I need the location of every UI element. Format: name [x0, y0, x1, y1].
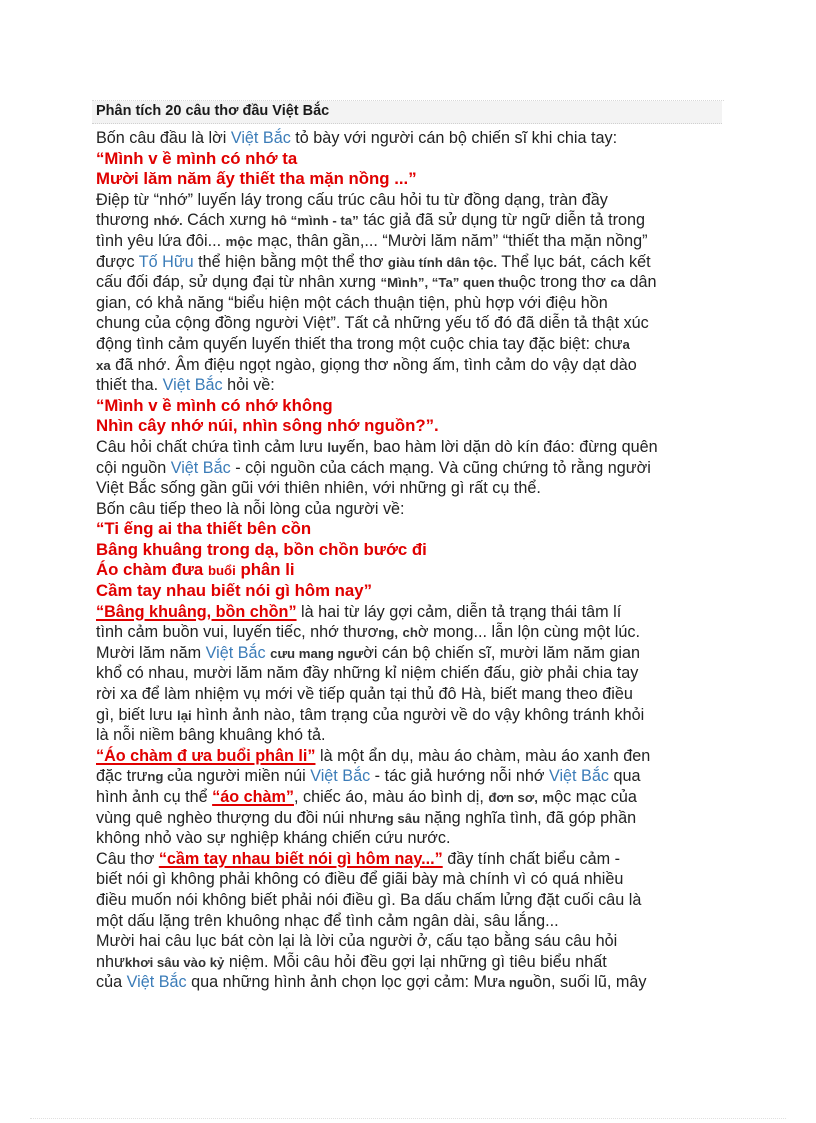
text-run: ồn, suối lũ, mây: [533, 973, 647, 992]
bold-run: luy: [327, 439, 347, 455]
text-line: [96, 169, 724, 190]
text-line: [96, 725, 724, 746]
text-line: [96, 766, 724, 787]
text-run: nặng nghĩa tình, đã góp phần: [420, 808, 637, 827]
text-line: [96, 952, 724, 973]
text-run: niệm. Mỗi câu hỏi đều gợi lại những gì tiêu biểu nhất: [224, 952, 607, 971]
text-run: là một ẩn dụ, màu áo chàm, màu áo xanh đen: [315, 746, 651, 765]
text-run: ộc trong thơ: [518, 273, 611, 292]
bold-run: xa: [96, 357, 111, 373]
text-line: [96, 890, 724, 911]
text-run: là nỗi niềm bâng khuâng khó tả.: [96, 726, 326, 745]
text-run: Câu thơ: [96, 849, 159, 868]
text-line: [96, 128, 724, 149]
text-run: cội nguồn: [96, 458, 171, 477]
bold-run: m: [542, 790, 555, 805]
text-line: [96, 931, 724, 952]
text-run: như: [96, 952, 125, 971]
bold-run: hô “mình - ta”: [270, 213, 359, 229]
text-run: Cách xưng: [182, 211, 271, 230]
text-run: ồng ấm, tình cảm do vậy dạt dào: [400, 355, 637, 374]
text-line: [96, 313, 724, 334]
text-line: [96, 458, 724, 479]
link[interactable]: Việt Bắc: [126, 973, 187, 992]
text-run: dân: [625, 273, 657, 292]
bold-run: giàu tính dân tộc.: [387, 254, 498, 270]
bold-run: ca: [610, 275, 626, 291]
text-run: Thể lục bát, cách kết: [497, 252, 651, 271]
text-run: là hai từ láy gợi cảm, diễn tả trạng thái tâm lí: [296, 602, 622, 621]
text-line: [96, 581, 724, 602]
poem-verse: buổi: [207, 563, 236, 579]
text-line: [96, 293, 724, 314]
bold-run: ch: [402, 625, 418, 641]
text-run: của: [96, 973, 127, 992]
text-run: Mười hai câu lục bát còn lại là lời của người ở, cấu tạo bằng sáu câu hỏi: [96, 932, 618, 951]
text-run: ến, bao hàm lời dặn dò kín đáo: đừng quên: [346, 437, 658, 456]
text-run: điều muốn nói không biết phải nói điều gì. Ba dấu chấm lửng đặt cuối câu là: [96, 890, 642, 909]
bold-run: lại: [177, 707, 192, 723]
bold-run: ng c: [147, 769, 175, 785]
text-run: không nhỏ vào sự nghiệp kháng chiến cứu nước.: [96, 829, 451, 848]
poem-verse: Bâng khuâng trong dạ, bồn chồn bước đi: [96, 539, 427, 559]
text-line: [96, 437, 724, 458]
text-run: gian, có khả năng “biểu hiện một cách thuận tiện, phù hợp với điệu hồn: [96, 293, 608, 312]
link[interactable]: Việt Bắc: [170, 458, 231, 477]
text-run: Việt Bắc sống gần gũi với thiên nhiên, với những gì rất cụ thể.: [96, 479, 541, 498]
text-run: tác giả đã sử dụng từ ngữ diễn tả trong: [358, 211, 646, 230]
poem-verse: “Mình v ề mình có nhớ ta: [96, 148, 298, 168]
text-line: [96, 643, 724, 664]
poem-verse: “Ti ếng ai tha thiết bên cồn: [96, 519, 312, 539]
text-line: [96, 808, 724, 829]
text-line: [96, 375, 724, 396]
text-run: đã nhớ. Âm điệu ngọt ngào, giọng thơ: [110, 355, 393, 374]
poem-verse: Cầm tay nhau biết nói gì hôm nay”: [96, 581, 372, 601]
bold-run: a ngu: [497, 975, 534, 991]
text-run: một dấu lặng trên khuông nhạc để tình cảm ngân dài, sâu lắng...: [96, 911, 559, 930]
text-line: [96, 622, 724, 643]
text-run: khổ có nhau, mười lăm năm đầy những kỉ niệm chiến đấu, giờ phải chia tay: [96, 664, 639, 683]
text-line: [96, 705, 724, 726]
text-run: tình cảm buồn vui, luyến tiếc, nhớ thươ: [96, 623, 379, 642]
text-run: biết nói gì không phải không có điều để giãi bày mà chính vì có quá nhiều: [96, 870, 624, 889]
poem-verse: phân li: [235, 560, 295, 580]
article-body: [96, 128, 724, 993]
text-run: ời cán bộ chiến sĩ, mười lăm năm gian: [363, 643, 641, 662]
text-line: [96, 602, 724, 623]
text-run: - cội nguồn của cách mạng. Và cũng chứng tỏ rằng người: [230, 458, 651, 477]
text-run: hỏi về:: [222, 376, 275, 395]
text-line: [96, 210, 724, 231]
text-run: qua: [608, 767, 641, 786]
text-run: Bốn câu đầu là lời: [96, 129, 231, 147]
bold-run: mộc: [225, 233, 253, 249]
text-run: thương: [96, 211, 154, 230]
poem-verse: Áo chàm đưa: [96, 560, 208, 580]
text-run: đầy tính chất biểu cảm -: [442, 849, 620, 868]
bold-run: đơn sơ,: [488, 790, 538, 805]
text-line: [96, 478, 724, 499]
text-line: [96, 355, 724, 376]
link[interactable]: Việt Bắc: [205, 643, 266, 662]
text-line: [96, 272, 724, 293]
poem-verse: Mười lăm năm ấy thiết tha mặn nồng ...”: [96, 169, 417, 189]
bold-run: ng,: [378, 625, 399, 641]
bold-run: nhớ.: [153, 213, 183, 229]
text-run: , chiếc áo, màu áo bình dị,: [293, 788, 489, 806]
text-run: rời xa để làm nhiệm vụ mới về tiếp quản tại thủ đô Hà, biết mang theo điều: [96, 685, 633, 704]
bold-run: a: [622, 336, 630, 352]
text-run: Mười lăm năm: [96, 643, 206, 662]
text-run: - tác giả hướng nỗi nhớ: [370, 767, 549, 786]
quoted-phrase: “áo chàm”: [212, 788, 294, 806]
text-run: hình ảnh nào, tâm trạng của người về do vậy không tránh khỏi: [191, 705, 645, 724]
text-run: đặc trư: [96, 767, 148, 786]
text-line: [96, 684, 724, 705]
text-run: gì, biết lưu: [96, 705, 178, 724]
link[interactable]: Việt Bắc: [548, 767, 609, 786]
poem-verse: Nhìn cây nhớ núi, nhìn sông nhớ nguồn?”.: [96, 416, 439, 436]
text-line: [96, 416, 724, 437]
text-line: [96, 334, 724, 355]
text-line: [96, 787, 724, 808]
text-line: [96, 396, 724, 417]
text-run: hình ảnh cụ thể: [96, 788, 213, 806]
text-line: [96, 149, 724, 170]
text-run: ủa người miền núi: [174, 767, 311, 786]
bold-run: n: [392, 357, 401, 373]
text-line: [96, 828, 724, 849]
document-title: Phân tích 20 câu thơ đầu Việt Bắc: [96, 103, 330, 119]
text-run: vùng quê nghèo thượng du đồi núi như: [96, 808, 378, 827]
link[interactable]: Tố Hữu: [138, 252, 194, 271]
bold-run: cưu mang ngư: [270, 645, 364, 661]
text-run: Bốn câu tiếp theo là nỗi lòng của người về:: [96, 499, 405, 518]
text-run: Câu hỏi chất chứa tình cảm lưu: [96, 437, 328, 456]
link[interactable]: Việt Bắc: [230, 129, 291, 147]
text-run: qua những hình ảnh chọn lọc gợi cảm: Mư: [186, 973, 498, 992]
text-line: [96, 849, 724, 870]
text-line: [96, 499, 724, 520]
title-bar: [92, 101, 722, 124]
text-line: [96, 972, 724, 993]
text-line: [96, 519, 724, 540]
text-run: mạc, thân gần,... “Mười lăm năm” “thiết tha mặn nồng”: [252, 231, 648, 250]
quoted-phrase: “Bâng khuâng, bồn chồn”: [96, 602, 297, 621]
poem-verse: “Mình v ề mình có nhớ không: [96, 395, 333, 415]
text-run: cấu đối đáp, sử dụng đại từ nhân xưng: [96, 273, 381, 292]
text-run: tình yêu lứa đôi...: [96, 231, 226, 250]
bold-run: “Mình”, “Ta” quen thu: [380, 275, 519, 291]
text-run: ờ mong... lẫn lộn cùng một lúc.: [417, 623, 640, 642]
text-line: [96, 540, 724, 561]
bottom-divider: [30, 1118, 786, 1119]
bold-run: khơi sâu vào kỷ: [124, 954, 225, 970]
text-run: Điệp từ “nhớ” luyến láy trong cấu trúc câu hỏi tu từ đồng dạng, tràn đầy: [96, 190, 608, 209]
text-run: động tình cảm quyến luyến thiết tha trong một cuộc chia tay đặc biệt: chư: [96, 334, 623, 353]
text-run: ộc mạc của: [554, 788, 637, 806]
text-run: thể hiện bằng một thể thơ: [193, 252, 388, 271]
text-run: được: [96, 252, 139, 271]
text-run: chung của cộng đồng người Việt”. Tất cả những yếu tố đó đã diễn tả thật xúc: [96, 314, 649, 333]
text-line: [96, 911, 724, 932]
text-line: [96, 746, 724, 767]
quoted-phrase: “cầm tay nhau biết nói gì hôm nay...”: [158, 849, 443, 868]
bold-run: ng sâu: [377, 810, 421, 826]
link[interactable]: Việt Bắc: [162, 376, 223, 395]
text-line: [96, 252, 724, 273]
link[interactable]: Việt Bắc: [310, 767, 371, 786]
quoted-phrase: “Áo chàm đ ưa buổi phân li”: [96, 746, 316, 765]
text-line: [96, 231, 724, 252]
text-run: tỏ bày với người cán bộ chiến sĩ khi chia tay:: [290, 129, 618, 147]
text-line: [96, 560, 724, 581]
text-run: thiết tha.: [96, 376, 163, 395]
text-line: [96, 869, 724, 890]
text-line: [96, 663, 724, 684]
text-line: [96, 190, 724, 211]
